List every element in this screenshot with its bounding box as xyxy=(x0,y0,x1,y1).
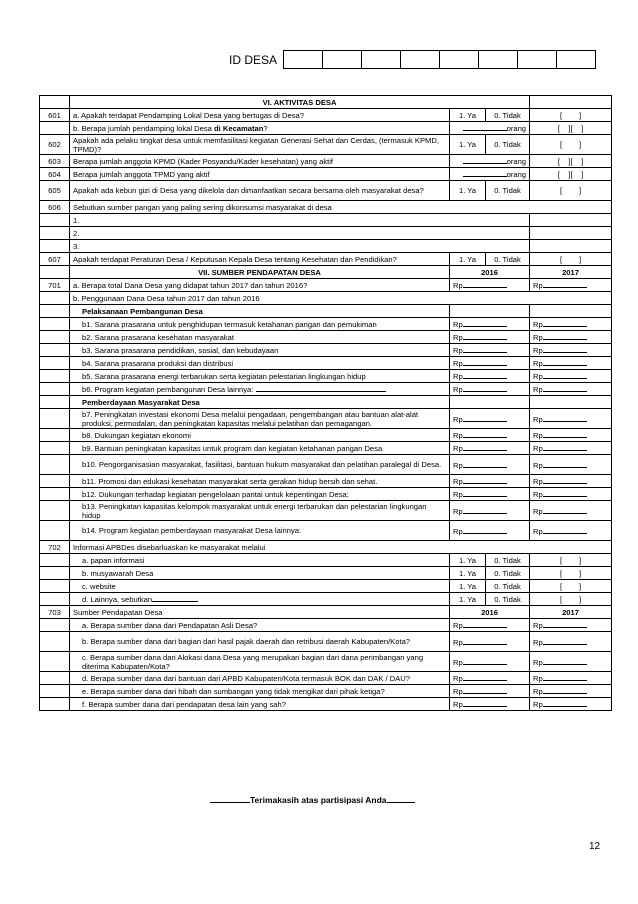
rp-2017[interactable]: Rp xyxy=(530,331,612,344)
item-text: b2. Sarana prasarana kesehatan masyarakat xyxy=(70,331,450,344)
section-header xyxy=(40,266,612,279)
rp-2016[interactable]: Rp xyxy=(450,475,530,488)
section-title: VII. SUMBER PENDAPATAN DESA xyxy=(70,266,450,279)
answer-box[interactable]: [ ] xyxy=(530,109,612,122)
item-text: b1. Sarana prasarana untuk penghidupan termasuk ketahanan pangan dan pemukiman xyxy=(70,318,450,331)
thanks-text: Terimakasih atas partisipasi Anda xyxy=(250,795,387,805)
rp-2017[interactable]: Rp xyxy=(530,370,612,383)
option-tidak[interactable]: 0. Tidak xyxy=(486,109,530,122)
rp-2016[interactable]: Rp xyxy=(450,455,530,475)
item-text: b8. Dukungan kegiatan ekonomi xyxy=(70,429,450,442)
item-text: b11. Promosi dan edukasi kesehatan masyarakat serta gerakan hidup bersih dan sehat. xyxy=(70,475,450,488)
item-text: b. Berapa sumber dana dari bagian dari hasil pajak daerah dan retribusi daerah Kabupaten/Kota? xyxy=(70,632,450,652)
item-text: b7. Peningkatan investasi ekonomi Desa melalui pengadaan, pengembangan atau bantuan alat-alat produksi, permodalan, dan peningkatan kapasitas melalui pelatihan dan pemagangan. xyxy=(70,409,450,429)
option-tidak[interactable]: 0. Tidak xyxy=(486,253,530,266)
question-text: Apakah ada pelaku tingkat desa untuk memfasilitasi kegiatan Generasi Sehat dan Cerdas, (termasuk KPMD, TPMD)? xyxy=(70,135,450,155)
year-2016-header: 2016 xyxy=(450,606,530,619)
table-row xyxy=(40,606,612,619)
page-number: 12 xyxy=(589,841,601,852)
item-text: c. website xyxy=(70,580,450,593)
answer-box[interactable]: [ ] xyxy=(530,554,612,567)
table-row xyxy=(40,567,612,580)
table-row xyxy=(40,501,612,521)
table-row xyxy=(40,521,612,541)
row-number: 606 xyxy=(40,201,70,214)
rp-2016[interactable]: Rp xyxy=(450,370,530,383)
answer-box[interactable]: [ ] xyxy=(530,567,612,580)
thanks-note xyxy=(210,793,415,805)
table-row xyxy=(40,331,612,344)
answer-box[interactable]: [ ][ ] xyxy=(530,122,612,135)
id-cell[interactable] xyxy=(323,51,362,68)
rp-2017[interactable]: Rp xyxy=(530,619,612,632)
rp-2016[interactable]: Rp xyxy=(450,672,530,685)
row-number: 703 xyxy=(40,606,70,619)
table-row xyxy=(40,168,612,181)
question-text: b. Berapa jumlah pendamping lokal Desa di Kecamatan? xyxy=(70,122,450,135)
table-row xyxy=(40,455,612,475)
row-number: 605 xyxy=(40,181,70,201)
rp-2017[interactable]: Rp xyxy=(530,652,612,672)
section-title: VI. AKTIVITAS DESA xyxy=(70,96,530,109)
subheading: Pelaksanaan Pembangunan Desa xyxy=(70,305,450,318)
table-row xyxy=(40,253,612,266)
row-number: 602 xyxy=(40,135,70,155)
option-ya[interactable]: 1. Ya xyxy=(450,554,486,567)
table-row xyxy=(40,396,612,409)
id-cell[interactable] xyxy=(440,51,479,68)
item-text: a. papan informasi xyxy=(70,554,450,567)
other-field[interactable] xyxy=(152,594,198,602)
item-text: c. Berapa sumber dana dari Alokasi dana Desa yang merupakan bagian dari dana perimbangan yang diterima Kabupaten/Kota? xyxy=(70,652,450,672)
id-cell[interactable] xyxy=(362,51,401,68)
option-ya[interactable]: 1. Ya xyxy=(450,580,486,593)
rp-2017[interactable]: Rp xyxy=(530,521,612,541)
answer-box[interactable]: [ ] xyxy=(530,593,612,606)
item-text: b13. Peningkatan kapasitas kelompok masyarakat untuk energi terbarukan dan pelestarian lingkungan hidup xyxy=(70,501,450,521)
rp-2017[interactable]: Rp xyxy=(530,632,612,652)
section-header xyxy=(40,96,612,109)
question-text: Apakah terdapat Peraturan Desa / Keputusan Kepala Desa tentang Kesehatan dan Pendidikan? xyxy=(70,253,450,266)
question-text: Informasi APBDes disebarluaskan ke masyarakat melalui xyxy=(70,541,612,554)
year-2016-header: 2016 xyxy=(450,266,530,279)
item-text: d. Berapa sumber dana dari bantuan dari APBD Kabupaten/Kota termasuk BOK dan DAK / DAU? xyxy=(70,672,450,685)
item-text: b9. Bantuan peningkatan kapasitas untuk program dan kegiatan ketahanan pangan Desa xyxy=(70,442,450,455)
id-desa-label: ID DESA xyxy=(229,52,278,67)
rp-2017[interactable]: Rp xyxy=(530,488,612,501)
question-text: b. Penggunaan Dana Desa tahun 2017 dan tahun 2016 xyxy=(70,292,612,305)
table-row xyxy=(40,685,612,698)
food-source-line[interactable]: 2. xyxy=(70,227,530,240)
id-cell[interactable] xyxy=(479,51,518,68)
option-tidak[interactable]: 0. Tidak xyxy=(486,580,530,593)
question-text: Sumber Pendapatan Desa xyxy=(70,606,450,619)
option-ya[interactable]: 1. Ya xyxy=(450,109,486,122)
table-row xyxy=(40,475,612,488)
item-text: b. musyawarah Desa xyxy=(70,567,450,580)
rp-2016[interactable]: Rp xyxy=(450,442,530,455)
table-row xyxy=(40,370,612,383)
rp-2016[interactable]: Rp xyxy=(450,632,530,652)
rp-2017[interactable]: Rp xyxy=(530,429,612,442)
answer-box[interactable]: [ ] xyxy=(530,253,612,266)
row-number: 603 xyxy=(40,155,70,168)
table-row xyxy=(40,292,612,305)
option-tidak[interactable]: 0. Tidak xyxy=(486,567,530,580)
option-ya[interactable]: 1. Ya xyxy=(450,593,486,606)
item-text: d. Lainnya, sebutkan xyxy=(70,593,450,606)
table-row xyxy=(40,698,612,711)
table-row xyxy=(40,155,612,168)
rp-2017[interactable]: Rp xyxy=(530,318,612,331)
answer-box[interactable]: [ ] xyxy=(530,181,612,201)
item-text: b4. Sarana prasarana produksi dan distribusi xyxy=(70,357,450,370)
table-row xyxy=(40,593,612,606)
question-text: Sebutkan sumber pangan yang paling sering dikonsumsi masyarakat di desa xyxy=(70,201,612,214)
rp-2017[interactable]: Rp xyxy=(530,409,612,429)
rp-2017[interactable]: Rp xyxy=(530,344,612,357)
rp-2016[interactable]: Rp xyxy=(450,521,530,541)
rp-2016[interactable]: Rp xyxy=(450,409,530,429)
item-text: b10. Pengorganisasian masyarakat, fasilitasi, bantuan hukum masyarakat dan pelatihan paralegal di Desa. xyxy=(70,455,450,475)
rp-2016[interactable]: Rp xyxy=(450,318,530,331)
rp-2016[interactable]: Rp xyxy=(450,344,530,357)
id-cell[interactable] xyxy=(557,51,595,68)
question-text: Berapa jumlah anggota TPMD yang aktif xyxy=(70,168,450,181)
row-number: 607 xyxy=(40,253,70,266)
rp-2017[interactable]: Rp xyxy=(530,383,612,396)
table-row xyxy=(40,541,612,554)
count-field[interactable]: orang xyxy=(450,122,530,135)
rp-2017[interactable]: Rp xyxy=(530,442,612,455)
other-field[interactable] xyxy=(256,384,386,392)
rp-2016[interactable]: Rp xyxy=(450,685,530,698)
table-row xyxy=(40,357,612,370)
list-item xyxy=(40,240,612,253)
answer-box[interactable]: [ ][ ] xyxy=(530,168,612,181)
id-cell[interactable] xyxy=(401,51,440,68)
food-source-line[interactable]: 3. xyxy=(70,240,530,253)
rp-2017[interactable]: Rp xyxy=(530,455,612,475)
option-tidak[interactable]: 0. Tidak xyxy=(486,181,530,201)
rp-2016[interactable]: Rp xyxy=(450,357,530,370)
id-cell[interactable] xyxy=(284,51,323,68)
food-source-line[interactable]: 1. xyxy=(70,214,530,227)
row-number: 604 xyxy=(40,168,70,181)
id-cell[interactable] xyxy=(518,51,557,68)
rp-2016[interactable]: Rp xyxy=(450,429,530,442)
option-ya[interactable]: 1. Ya xyxy=(450,181,486,201)
table-row xyxy=(40,409,612,429)
questionnaire-table xyxy=(39,95,612,711)
table-row xyxy=(40,383,612,396)
subheading: Pemberdayaan Masyarakat Desa xyxy=(70,396,450,409)
count-field[interactable]: orang xyxy=(450,155,530,168)
list-item xyxy=(40,214,612,227)
question-text: a. Apakah terdapat Pendamping Lokal Desa yang bertugas di Desa? xyxy=(70,109,450,122)
row-number: 701 xyxy=(40,279,70,292)
rp-2017[interactable]: Rp xyxy=(530,279,612,292)
table-row xyxy=(40,279,612,292)
item-text: b5. Sarana prasarana energi terbarukan serta kegiatan pelestarian lingkungan hidup xyxy=(70,370,450,383)
rp-2017[interactable]: Rp xyxy=(530,698,612,711)
option-ya[interactable]: 1. Ya xyxy=(450,567,486,580)
item-text: b14. Program kegiatan pemberdayaan masyarakat Desa lainnya: xyxy=(70,521,450,541)
table-row xyxy=(40,318,612,331)
rp-2017[interactable]: Rp xyxy=(530,357,612,370)
table-row xyxy=(40,672,612,685)
option-ya[interactable]: 1. Ya xyxy=(450,253,486,266)
table-row xyxy=(40,122,612,135)
table-row xyxy=(40,135,612,155)
answer-box[interactable]: [ ][ ] xyxy=(530,155,612,168)
rp-2016[interactable]: Rp xyxy=(450,652,530,672)
table-row xyxy=(40,652,612,672)
rp-2016[interactable]: Rp xyxy=(450,619,530,632)
item-text: b12. Dukungan terhadap kegiatan pengelolaan pantai untuk kepentingan Desa; xyxy=(70,488,450,501)
table-row xyxy=(40,554,612,567)
rp-2017[interactable]: Rp xyxy=(530,672,612,685)
question-text: a. Berapa total Dana Desa yang didapat tahun 2017 dan tahun 2016? xyxy=(70,279,450,292)
year-2017-header: 2017 xyxy=(530,606,612,619)
rp-2016[interactable]: Rp xyxy=(450,698,530,711)
table-row xyxy=(40,181,612,201)
year-2017-header: 2017 xyxy=(530,266,612,279)
rp-2017[interactable]: Rp xyxy=(530,685,612,698)
table-row xyxy=(40,109,612,122)
rp-2017[interactable]: Rp xyxy=(530,501,612,521)
rp-2016[interactable]: Rp xyxy=(450,383,530,396)
rp-2016[interactable]: Rp xyxy=(450,488,530,501)
option-ya[interactable]: 1. Ya xyxy=(450,135,486,155)
item-text: b3. Sarana prasarana pendidikan, sosial, dan kebudayaan xyxy=(70,344,450,357)
option-tidak[interactable]: 0. Tidak xyxy=(486,135,530,155)
item-text: a. Berapa sumber dana dari Pendapatan Asli Desa? xyxy=(70,619,450,632)
question-text: Berapa jumlah anggota KPMD (Kader Posyandu/Kader kesehatan) yang aktif xyxy=(70,155,450,168)
table-row xyxy=(40,344,612,357)
row-number: 702 xyxy=(40,541,70,554)
list-item xyxy=(40,227,612,240)
option-tidak[interactable]: 0. Tidak xyxy=(486,554,530,567)
table-row xyxy=(40,488,612,501)
answer-box[interactable]: [ ] xyxy=(530,135,612,155)
table-row xyxy=(40,632,612,652)
table-row xyxy=(40,429,612,442)
rp-2017[interactable]: Rp xyxy=(530,475,612,488)
count-field[interactable]: orang xyxy=(450,168,530,181)
table-row xyxy=(40,580,612,593)
item-text: b6. Program kegiatan pembangunan Desa lainnya: xyxy=(70,383,450,396)
table-row xyxy=(40,442,612,455)
rp-2016[interactable]: Rp xyxy=(450,501,530,521)
rp-2016[interactable]: Rp xyxy=(450,279,530,292)
option-tidak[interactable]: 0. Tidak xyxy=(486,593,530,606)
item-text: f. Berapa sumber dana dari pendapatan desa lain yang sah? xyxy=(70,698,450,711)
question-text: Apakah ada kebun gizi di Desa yang dikelola dan dimanfaatkan secara bersama oleh masyarakat desa? xyxy=(70,181,450,201)
row-number: 601 xyxy=(40,109,70,122)
table-row xyxy=(40,201,612,214)
answer-box[interactable]: [ ] xyxy=(530,580,612,593)
id-desa-cells[interactable] xyxy=(283,50,596,69)
table-row xyxy=(40,619,612,632)
id-desa-box xyxy=(229,50,596,69)
rp-2016[interactable]: Rp xyxy=(450,331,530,344)
table-row xyxy=(40,305,612,318)
item-text: e. Berapa sumber dana dari hibah dan sumbangan yang tidak mengikat dari pihak ketiga? xyxy=(70,685,450,698)
